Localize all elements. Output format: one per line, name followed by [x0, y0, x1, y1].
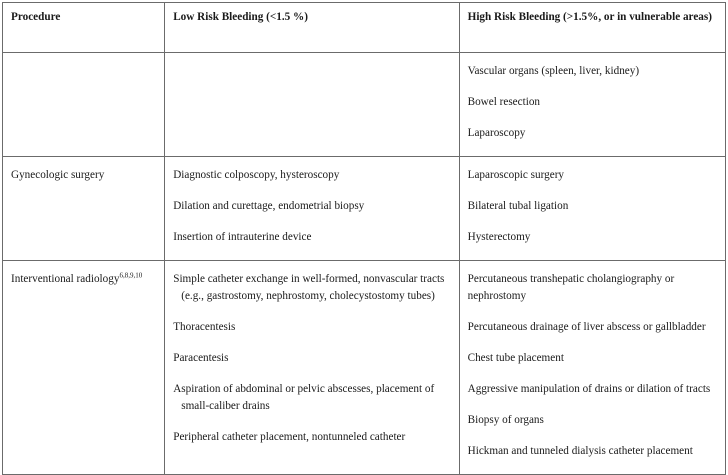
header-high-risk: High Risk Bleeding (>1.5%, or in vulnerable areas): [459, 3, 725, 53]
item-text: Laparoscopy: [467, 127, 526, 139]
reference-superscript: 6,8,9,10: [119, 271, 143, 280]
item-text: Bilateral tubal ligation: [467, 200, 569, 212]
low-risk-item: [173, 229, 452, 246]
item-text: Hickman and tunneled dialysis catheter placement: [467, 445, 693, 457]
low-risk-cell: [165, 53, 459, 157]
low-risk-item: [173, 381, 452, 415]
low-risk-cell: [165, 157, 459, 261]
low-risk-item: [173, 350, 452, 367]
high-risk-cell: [459, 157, 725, 261]
low-risk-item: [173, 429, 452, 446]
item-text: Aspiration of abdominal or pelvic abscesses, placement of: [173, 383, 435, 395]
item-text-continuation: small-caliber drains: [181, 400, 270, 412]
item-text: Biopsy of organs: [467, 414, 544, 426]
high-risk-item: [468, 319, 719, 336]
high-risk-item: [468, 271, 719, 305]
high-risk-item: [468, 167, 719, 184]
low-risk-item: [173, 271, 452, 305]
header-row: [3, 3, 726, 53]
table-row: [3, 261, 726, 475]
high-risk-item: [468, 63, 719, 80]
item-text: Aggressive manipulation of drains or dilation of tracts: [467, 383, 711, 395]
high-risk-item: [468, 350, 719, 367]
high-risk-item: [468, 412, 719, 429]
item-text-continuation: (e.g., gastrostomy, nephrostomy, cholecystostomy tubes): [181, 290, 435, 302]
procedure-cell: [3, 53, 165, 157]
item-text: Hysterectomy: [467, 231, 531, 243]
item-text: Insertion of intrauterine device: [173, 231, 312, 243]
item-text: Diagnostic colposcopy, hysteroscopy: [173, 169, 340, 181]
item-text: Thoracentesis: [173, 321, 236, 333]
low-risk-item: [173, 319, 452, 336]
item-text: Percutaneous transhepatic cholangiography or: [467, 273, 675, 285]
item-text: Dilation and curettage, endometrial biopsy: [173, 200, 365, 212]
high-risk-cell: [459, 261, 725, 475]
item-text-continuation: nephrostomy: [467, 290, 527, 302]
low-risk-cell: [165, 261, 459, 475]
procedure-cell: [3, 157, 165, 261]
item-text: Paracentesis: [173, 352, 229, 364]
item-text: Vascular organs (spleen, liver, kidney): [467, 65, 640, 77]
header-low-risk: Low Risk Bleeding (<1.5 %): [165, 3, 459, 53]
bleeding-risk-table: [2, 2, 726, 475]
procedure-name: Gynecologic surgery: [11, 169, 105, 181]
procedure-cell: [3, 261, 165, 475]
high-risk-item: [468, 198, 719, 215]
procedure-name: Interventional radiology: [11, 273, 120, 285]
high-risk-item: [468, 94, 719, 111]
item-text: Percutaneous drainage of liver abscess or gallbladder: [467, 321, 706, 333]
item-text: Peripheral catheter placement, nontunneled catheter: [173, 431, 406, 443]
table-row: [3, 53, 726, 157]
high-risk-item: [468, 381, 719, 398]
item-text: Simple catheter exchange in well-formed, nonvascular tracts: [173, 273, 445, 285]
high-risk-cell: [459, 53, 725, 157]
high-risk-item: [468, 125, 719, 142]
header-procedure: Procedure: [3, 3, 165, 53]
high-risk-item: [468, 229, 719, 246]
table-row: [3, 157, 726, 261]
high-risk-item: [468, 443, 719, 460]
low-risk-item: [173, 167, 452, 184]
item-text: Chest tube placement: [467, 352, 564, 364]
item-text: Bowel resection: [467, 96, 541, 108]
low-risk-item: [173, 198, 452, 215]
item-text: Laparoscopic surgery: [467, 169, 565, 181]
